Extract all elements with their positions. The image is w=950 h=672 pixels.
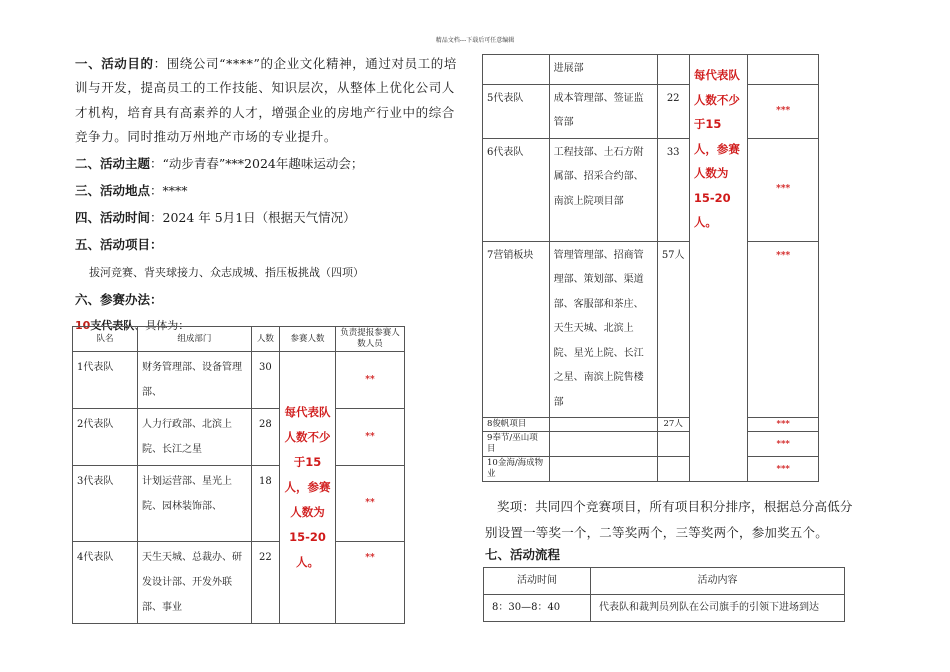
events-heading: 五、活动项目 bbox=[75, 236, 151, 252]
col-participants: 参赛人数 bbox=[280, 327, 336, 352]
col-team: 队名 bbox=[73, 327, 138, 352]
team-name: 10金海/海成物业 bbox=[483, 457, 550, 482]
team-dept: 计划运营部、星光上院、园林装饰部、 bbox=[137, 466, 251, 542]
team-count: 18 bbox=[251, 466, 279, 542]
section-location bbox=[75, 177, 465, 204]
team-name: 6代表队 bbox=[483, 138, 550, 241]
table-row bbox=[483, 432, 819, 457]
table-row bbox=[483, 55, 819, 85]
team-dept: 天生天城、总裁办、研发设计部、开发外联部、事业 bbox=[137, 542, 251, 624]
table-row bbox=[73, 409, 405, 466]
section-theme bbox=[75, 150, 465, 177]
reporter-stars: *** bbox=[748, 418, 819, 432]
flow-content: 代表队和裁判员列队在公司旗手的引领下进场到达 bbox=[591, 595, 845, 622]
section-time bbox=[75, 204, 465, 231]
section-rules bbox=[75, 286, 465, 313]
theme-text: ：“动步青春”***2024年趣味运动会； bbox=[150, 155, 364, 171]
team-dept bbox=[549, 432, 657, 457]
team-dept: 财务管理部、设备管理部、 bbox=[137, 352, 251, 409]
team-dept bbox=[549, 418, 657, 432]
teams-table-1 bbox=[72, 326, 405, 624]
reporter-stars bbox=[748, 55, 819, 85]
table-row bbox=[483, 241, 819, 418]
events-colon: ： bbox=[150, 236, 163, 252]
location-heading: 三、活动地点 bbox=[75, 182, 151, 198]
reporter-stars: *** bbox=[748, 432, 819, 457]
events-list: 拔河竞赛、背夹球接力、众志成城、指压板挑战（四项） bbox=[89, 265, 364, 279]
col-dept: 组成部门 bbox=[137, 327, 251, 352]
reporter-stars: *** bbox=[748, 241, 819, 418]
team-dept: 成本管理部、签证监管部 bbox=[549, 84, 657, 138]
team-count: 33 bbox=[657, 138, 689, 241]
team-count: 28 bbox=[251, 409, 279, 466]
team-count: 57人 bbox=[657, 241, 689, 418]
table-header-row bbox=[73, 327, 405, 352]
col-time: 活动时间 bbox=[484, 568, 591, 595]
team-dept: 工程技部、土石方附属部、招采合约部、南滨上院项目部 bbox=[549, 138, 657, 241]
team-count: 27人 bbox=[657, 418, 689, 432]
time-heading: 四、活动时间 bbox=[75, 209, 151, 225]
team-count bbox=[657, 55, 689, 85]
team-dept: 人力行政部、北滨上院、长江之星 bbox=[137, 409, 251, 466]
team-count bbox=[657, 457, 689, 482]
reporter-stars: *** bbox=[748, 84, 819, 138]
rules-colon: ： bbox=[150, 291, 163, 307]
teams-label: 支代表队 bbox=[90, 318, 135, 332]
section-flow-heading: 七、活动流程 bbox=[485, 547, 561, 562]
participants-note-text: 每代表队人数不少于15人，参赛人数为15-20人。 bbox=[693, 68, 740, 229]
teams-suffix: 、具体为： bbox=[134, 318, 190, 332]
team-dept: 进展部 bbox=[549, 55, 657, 85]
table-row bbox=[483, 84, 819, 138]
col-reporter: 负责提报参赛人数人员 bbox=[335, 327, 404, 352]
section-purpose bbox=[75, 52, 465, 150]
team-count: 22 bbox=[657, 84, 689, 138]
reporter-stars: ** bbox=[335, 409, 404, 466]
participants-note: 每代表队人数不少于15人，参赛人数为15-20人。 bbox=[280, 352, 336, 624]
reporter-stars: *** bbox=[748, 138, 819, 241]
team-name: 7营销板块 bbox=[483, 241, 550, 418]
purpose-text: ：围绕公司“****”的企业文化精神，通过对员工的培训与开发，提高员工的工作技能、知识层次，从整体上优化公司人才机构，培育具有高素养的人才，增强企业的房地产行业中的综合竞争力。同时推动万州地产市场的专业提升。 bbox=[75, 56, 457, 145]
rules-heading: 六、参赛办法 bbox=[75, 291, 151, 307]
team-dept: 管理管理部、招商管理部、策划部、渠道部、客服部和茶庄、天生天城、北滨上院、星光上院、长江之星、南滨上院售楼部 bbox=[549, 241, 657, 418]
table-row bbox=[483, 138, 819, 241]
team-count: 22 bbox=[251, 542, 279, 624]
table-row bbox=[484, 595, 845, 622]
team-name: 3代表队 bbox=[73, 466, 138, 542]
prize-text: 奖项：共同四个竞赛项目，所有项目积分排序，根据总分高低分别设置一等奖一个，二等奖两个，三等奖两个，参加奖五个。 bbox=[485, 499, 853, 540]
location-text: ：**** bbox=[150, 182, 188, 198]
table-row bbox=[73, 352, 405, 409]
team-name: 1代表队 bbox=[73, 352, 138, 409]
table-row bbox=[73, 466, 405, 542]
table-row bbox=[73, 542, 405, 624]
team-dept bbox=[549, 457, 657, 482]
flow-time: 8：30—8：40 bbox=[484, 595, 591, 622]
team-name: 2代表队 bbox=[73, 409, 138, 466]
team-name: 8俊帆项目 bbox=[483, 418, 550, 432]
team-count: 30 bbox=[251, 352, 279, 409]
table-row bbox=[483, 457, 819, 482]
time-text: ：2024 年 5月1日（根据天气情况） bbox=[150, 209, 356, 225]
table-header-row bbox=[484, 568, 845, 595]
team-name bbox=[483, 55, 550, 85]
reporter-stars: ** bbox=[335, 352, 404, 409]
participants-note bbox=[689, 55, 748, 482]
reporter-stars: ** bbox=[335, 466, 404, 542]
left-column bbox=[75, 52, 465, 334]
reporter-stars: *** bbox=[748, 457, 819, 482]
reporter-stars: ** bbox=[335, 542, 404, 624]
col-count: 人数 bbox=[251, 327, 279, 352]
team-name: 4代表队 bbox=[73, 542, 138, 624]
theme-heading: 二、活动主题 bbox=[75, 155, 151, 171]
teams-count: 10 bbox=[75, 318, 91, 332]
team-name: 9奉节/巫山项目 bbox=[483, 432, 550, 457]
col-content: 活动内容 bbox=[591, 568, 845, 595]
flow-table bbox=[483, 567, 845, 622]
table-row bbox=[483, 418, 819, 432]
page-header: 精品文档---下载后可任意编辑 bbox=[435, 37, 515, 44]
teams-table-2 bbox=[482, 54, 819, 482]
section-events bbox=[75, 231, 465, 258]
team-name: 5代表队 bbox=[483, 84, 550, 138]
team-count bbox=[657, 432, 689, 457]
purpose-heading: 一、活动目的 bbox=[75, 56, 154, 71]
